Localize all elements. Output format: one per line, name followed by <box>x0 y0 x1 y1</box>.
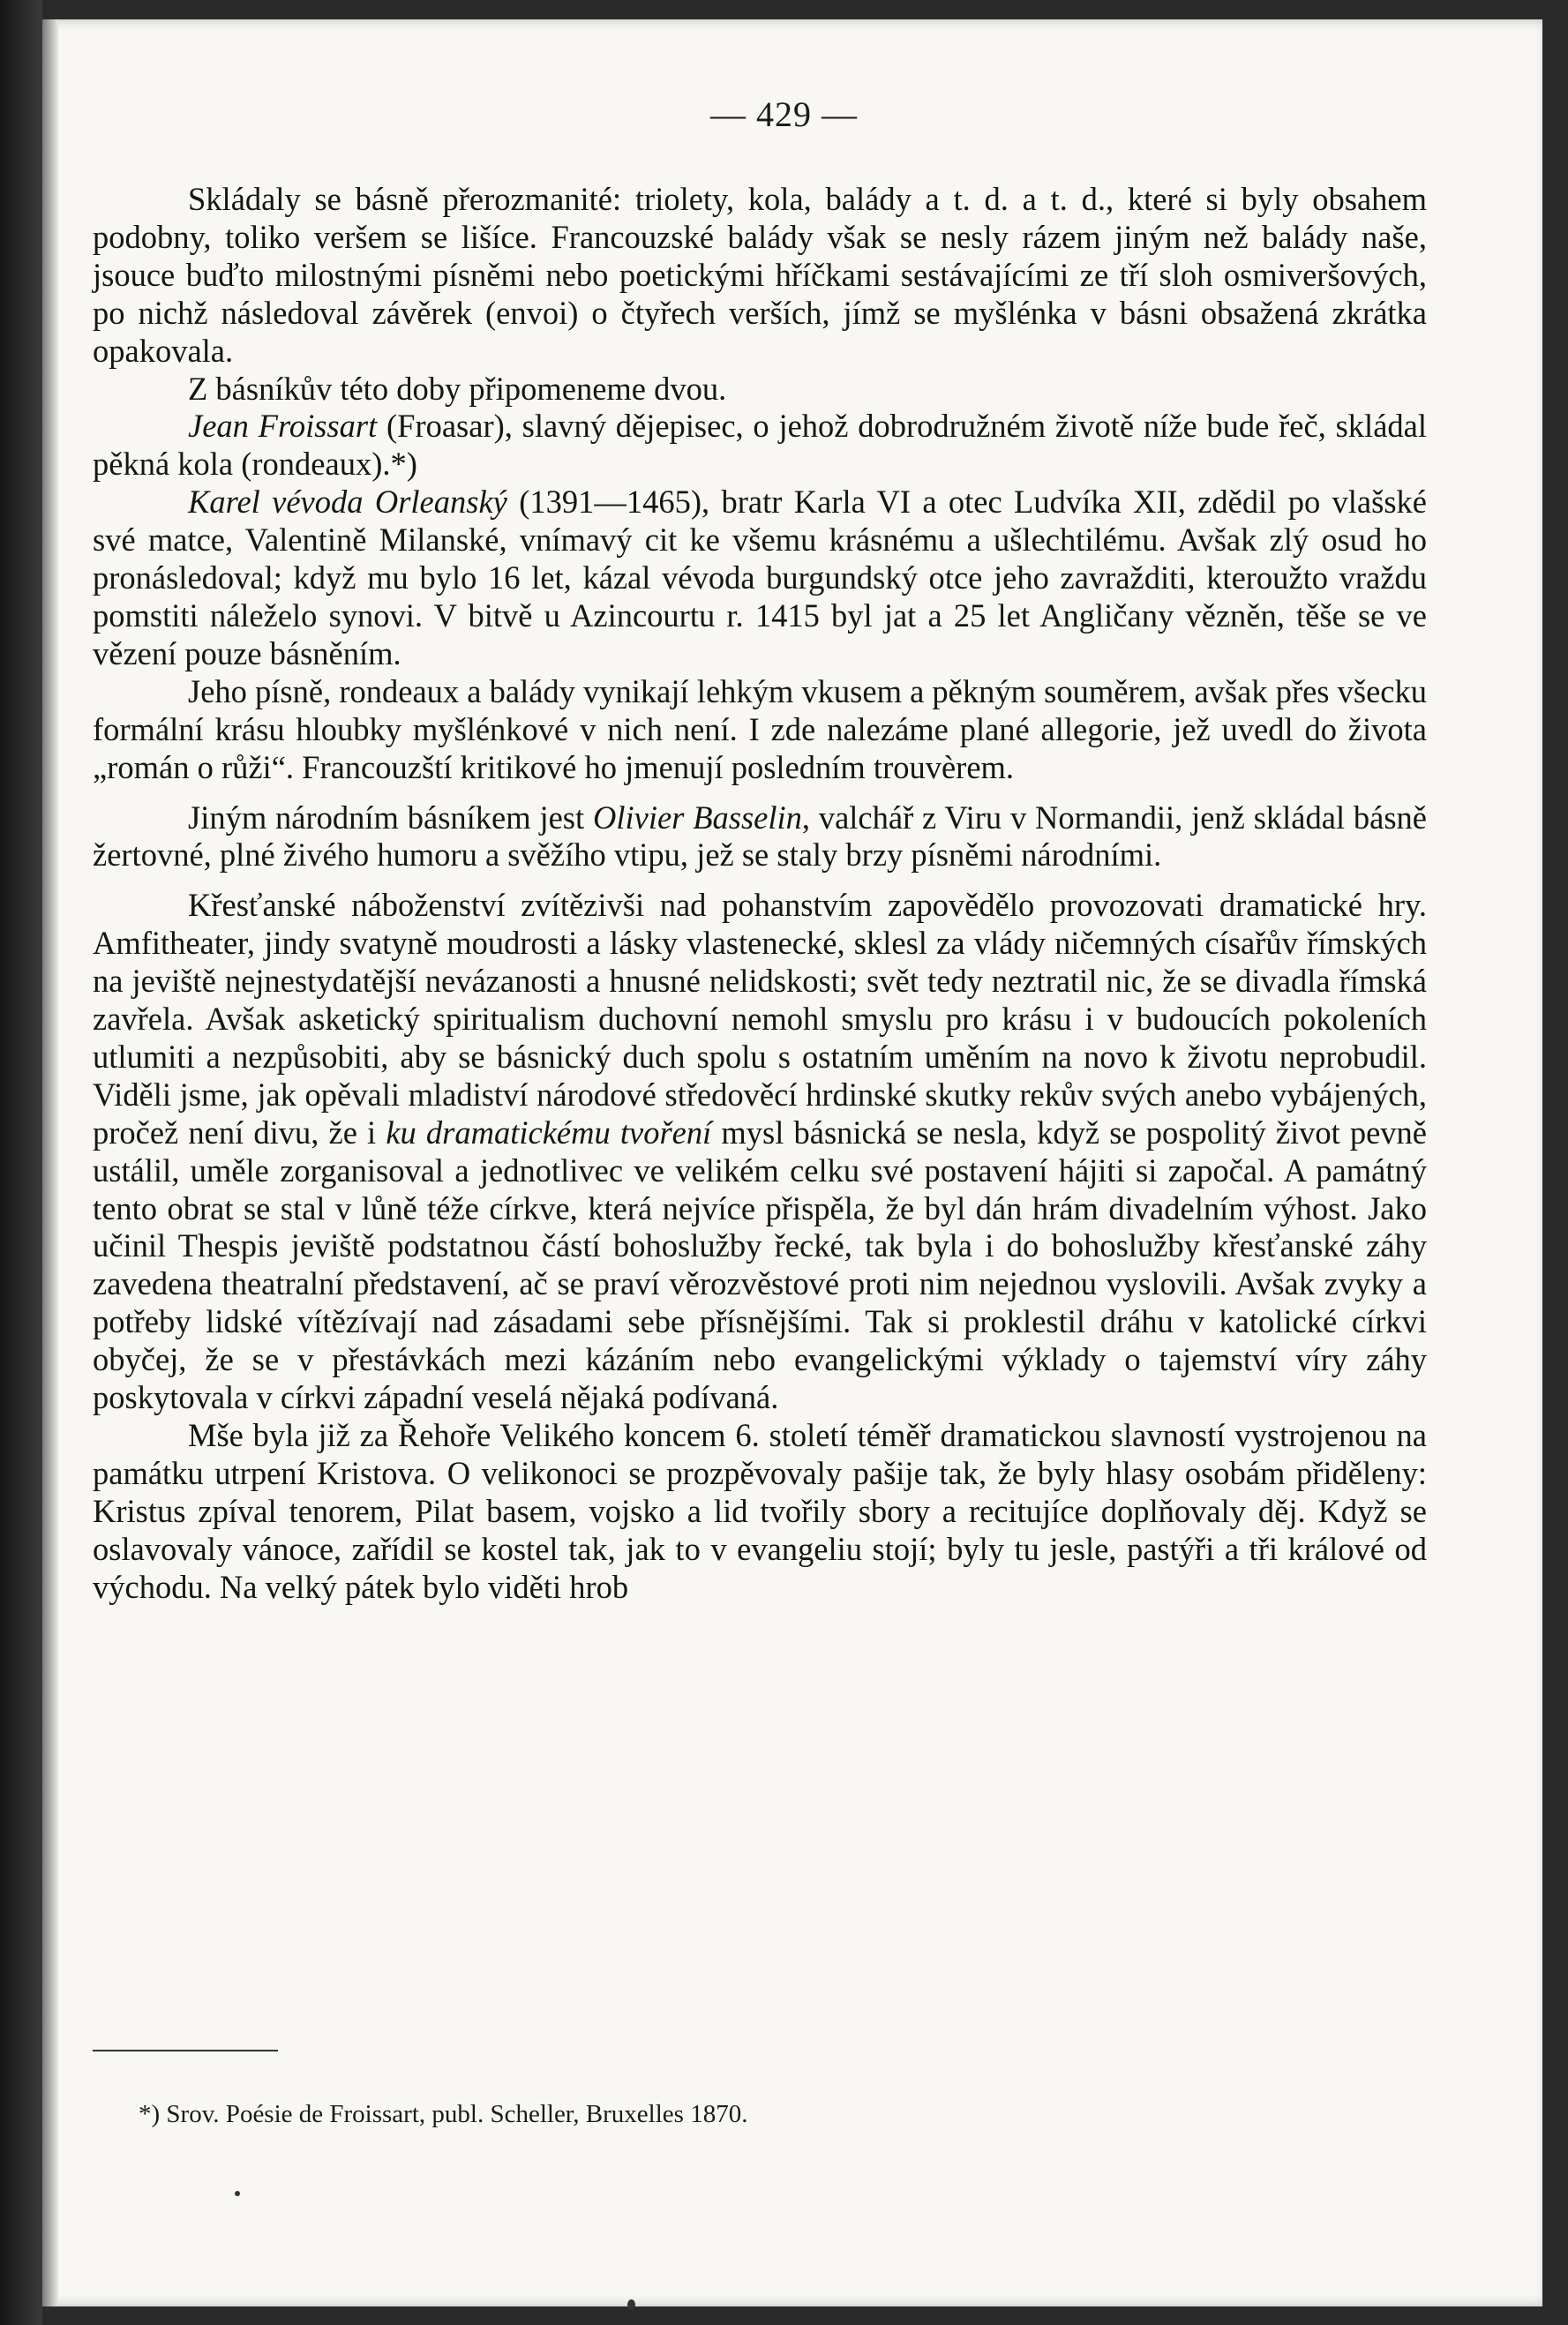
text-run: Skládaly se básně přerozmanité: triolety, kola, balády a t. d. a t. d., které si byly obsahem podobny, toliko veršem se lišíce. Francouzské balády však se nesly rázem jiným než balády naše, jsouce buďto milostnými písněmi nebo poetickými hříčkami sestávajícími ze tří sloh osmiveršových, po nichž následoval závěrek (envoi) o čtyřech verších, jímž se myšlénka v básni obsažená zkrátka opakovala. <box>93 181 1427 369</box>
paragraph <box>93 408 1427 484</box>
paragraph <box>93 484 1427 673</box>
paragraph <box>93 799 1427 875</box>
text-run: Mše byla již za Řehoře Velikého koncem 6. století téměř dramatickou slavností vystrojenou na památku utrpení Kristova. O velikonoci se prozpěvovaly pašije tak, že byly hlasy osobám přiděleny: Kristus zpíval tenorem, Pilat basem, vojsko a lid tvořily sbory a recitujíce doplňovaly děj. Když se oslavovaly vánoce, zařídil se kostel tak, jak to v evangeliu stojí; byly tu jesle, pastýři a tři králové od východu. Na velký pátek bylo viděti hrob <box>93 1417 1427 1605</box>
text-run: Jeho písně, rondeaux a balády vynikají lehkým vkusem a pěkným souměrem, avšak přes všecku formální krásu hloubky myšlénkové v nich není. I zde nalezáme plané allegorie, jež uvedl do života „román o růži“. Francouzští kritikové ho jmenují posledním trouvèrem. <box>93 672 1427 785</box>
footnote-rule <box>93 2050 278 2051</box>
ink-speck <box>627 2299 635 2310</box>
text-run: (1391—1465), bratr Karla VI a otec Ludvíka XII, zdědil po vlašské své matce, Valentině Milanské, vnímavý cit ke všemu krásnému a ušlechtilému. Avšak zlý osud ho pronásledoval; když mu bylo 16 let, kázal vévoda burgundský otce jeho zavražditi, kteroužto vraždu pomstiti náleželo synovi. V bitvě u Azincourtu r. 1415 byl jat a 25 let Angličany vězněn, těše se ve vězení pouze básněním. <box>93 484 1427 671</box>
page-number: — 429 — <box>710 94 858 134</box>
paragraph <box>93 181 1427 371</box>
text-run: , valchář z Viru v Normandii, jenž skládal básně žertovné, plné živého humoru a svěžího vtipu, jež se staly brzy písněmi národními. <box>93 799 1428 874</box>
text-run: Křesťanské náboženství zvítězivši nad pohanstvím zapovědělo provozovati dramatické hry. Amfitheater, jindy svatyně moudrosti a lásky vlastenecké, sklesl za vlády ničemných císařův římských na jeviště nejnestydatější nevázanosti a hnusné nelidskosti; svět tedy neztratil nic, že se divadla římská zavřela. Avšak asketický spiritualism duchovní nemohl smyslu pro krásu i v budoucích pokoleních utlumiti a nezpůsobiti, aby se básnický duch spolu s ostatním uměním na novo k životu neprobudil. Viděli jsme, jak opěvali mladiství národové středověcí hrdinské skutky rekův svých anebo vybájených, pročež není divu, že i <box>93 887 1427 1151</box>
body-text <box>93 181 1427 1607</box>
text-run: mysl básnická se nesla, když se pospolitý život pevně ustálil, uměle zorganisoval a jednotlivec ve velikém celku své postavení hájiti si započal. A památný tento obrat se stal v lůně téže církve, která nejvíce přispěla, že byl dán hrám divadelním výhost. Jako učinil Thespis jeviště podstatnou částí bohoslužby řecké, tak byla i do bohoslužby křesťanské záhy zavedena theatralní představení, ač se praví věrozvěstové proti nim nejednou vyslovili. Avšak zvyky a potřeby lidské vítězívají nad zásadami sebe přísnějšími. Tak si proklestil dráhu v katolické církvi obyčej, že se v přestávkách mezi kázáním nebo evangelickými výklady o tajemství víry záhy poskytovala v církvi západní veselá nějaká podívaná. <box>93 1114 1428 1416</box>
paragraph <box>93 673 1427 787</box>
scan-margin <box>0 0 42 2325</box>
italic-name: Karel vévoda Orleanský <box>188 484 507 521</box>
italic-name: ku dramatickému tvoření <box>386 1114 712 1151</box>
italic-name: Olivier Basselin <box>592 799 802 836</box>
paragraph <box>93 1417 1427 1607</box>
paragraph <box>93 887 1427 1417</box>
paragraph <box>93 371 1427 409</box>
page-gutter <box>42 19 58 2306</box>
text-run: Jiným národním básníkem jest <box>188 799 593 836</box>
text-run: Z básníkův této doby připomeneme dvou. <box>188 370 727 407</box>
footnote: *) Srov. Poésie de Froissart, publ. Scheller, Bruxelles 1870. <box>139 2100 748 2128</box>
text-run: (Froasar), slavný dějepisec, o jehož dobrodružném životě níže bude řeč, skládal pěkná kola (rondeaux).*) <box>93 408 1427 483</box>
italic-name: Jean Froissart <box>188 408 378 445</box>
ink-speck <box>235 2191 240 2196</box>
